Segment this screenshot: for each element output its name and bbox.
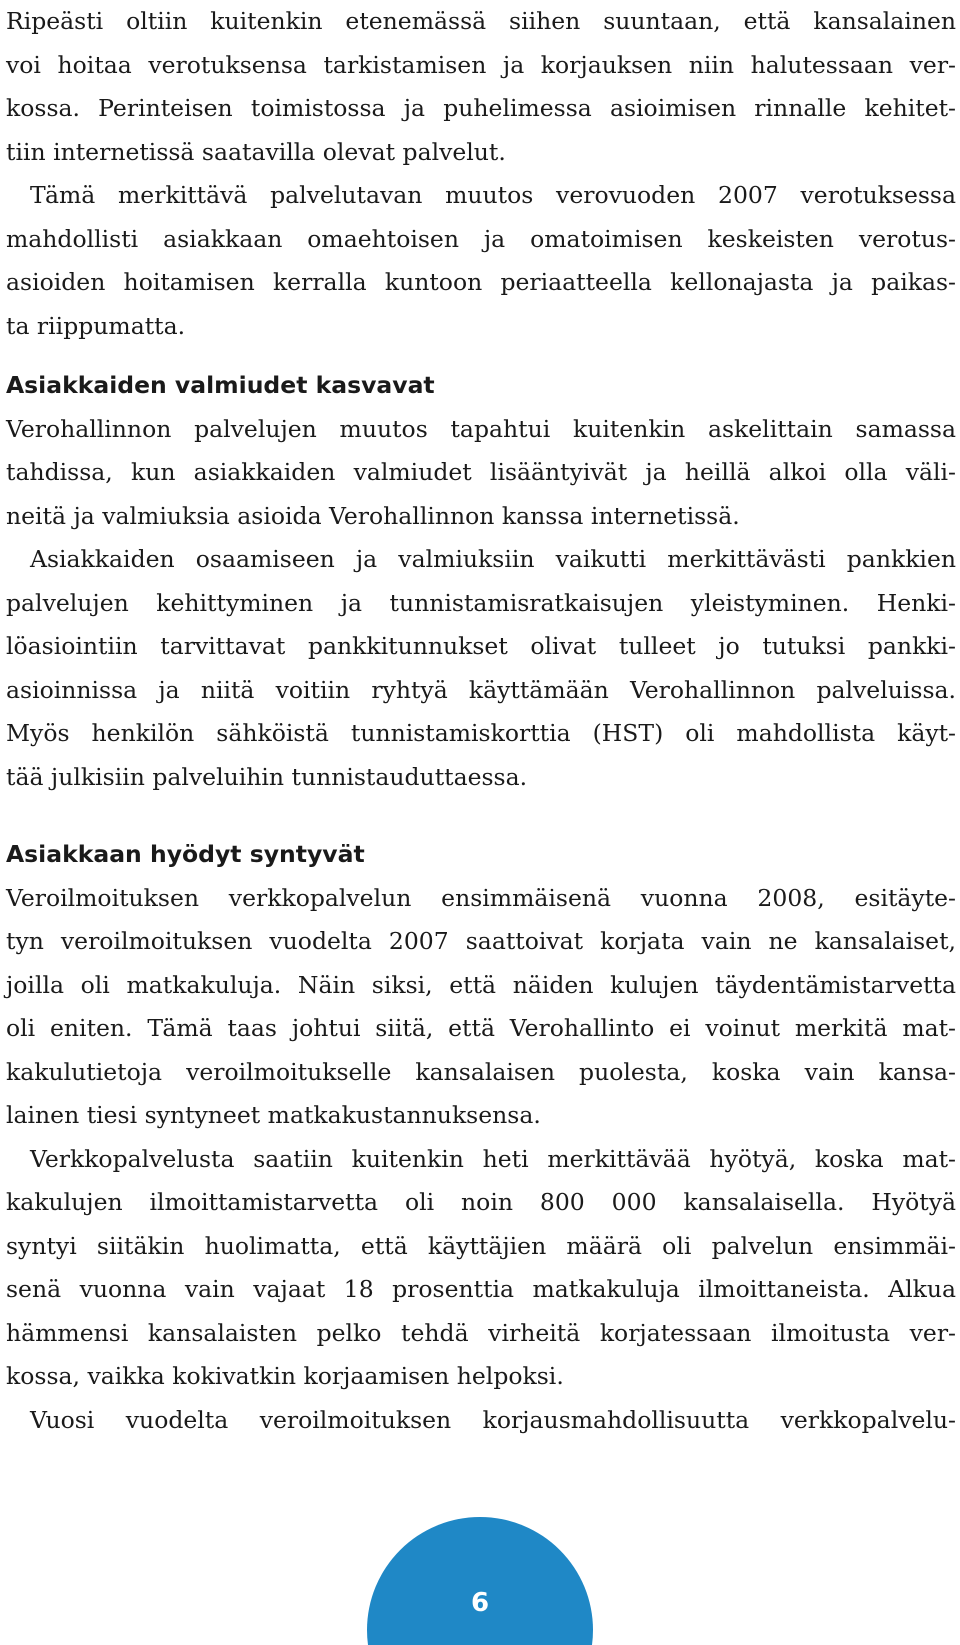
page-number: 6 xyxy=(470,1588,490,1618)
text-line: lainen tiesi syntyneet matkakustannuksensa. xyxy=(6,1101,541,1129)
text-line: kakulutietoja veroilmoitukselle kansalaisen puolesta, koska vain kansa- xyxy=(6,1057,956,1086)
text-line: voi hoitaa verotuksensa tarkistamisen ja korjauksen niin halutessaan ver- xyxy=(6,50,956,79)
text-line: Tämä merkittävä palvelutavan muutos verovuoden 2007 verotuksessa xyxy=(30,181,956,209)
page-number-badge xyxy=(367,1517,593,1645)
text-line: Vuosi vuodelta veroilmoituksen korjausmahdollisuutta verkkopalvelu- xyxy=(30,1405,956,1434)
text-line: tahdissa, kun asiakkaiden valmiudet lisääntyivät ja heillä alkoi olla väli- xyxy=(6,458,956,486)
text-line: Verkkopalvelusta saatiin kuitenkin heti merkittävää hyötyä, koska mat- xyxy=(30,1144,956,1173)
intro-paragraph-2 xyxy=(6,174,956,348)
text-line: asioiden hoitamisen kerralla kuntoon periaatteella kellonajasta ja paikas- xyxy=(6,268,956,296)
text-line: tää julkisiin palveluihin tunnistauduttaessa. xyxy=(6,762,528,791)
section-heading-hyodyt: Asiakkaan hyödyt syntyvät xyxy=(6,840,365,868)
text-line: asioinnissa ja niitä voitiin ryhtyä käyttämään Verohallinnon palveluissa. xyxy=(6,675,956,704)
text-line: kossa. Perinteisen toimistossa ja puhelimessa asioimisen rinnalle kehitet- xyxy=(6,94,956,122)
text-line: senä vuonna vain vajaat 18 prosenttia matkakuluja ilmoittaneista. Alkua xyxy=(6,1275,956,1303)
text-line: oli eniten. Tämä taas johtui siitä, että Verohallinto ei voinut merkitä mat- xyxy=(6,1014,956,1042)
spacer xyxy=(6,799,956,833)
text-line: Veroilmoituksen verkkopalvelun ensimmäisenä vuonna 2008, esitäyte- xyxy=(6,883,956,912)
section1-paragraph-2 xyxy=(6,538,956,799)
text-line: joilla oli matkakuluja. Näin siksi, että näiden kulujen täydentämistarvetta xyxy=(6,970,956,999)
section-heading-valmiudet: Asiakkaiden valmiudet kasvavat xyxy=(6,371,435,399)
text-line: Asiakkaiden osaamiseen ja valmiuksiin vaikutti merkittävästi pankkien xyxy=(30,545,956,573)
text-line: Myös henkilön sähköistä tunnistamiskorttia (HST) oli mahdollista käyt- xyxy=(6,719,956,747)
text-line: ta riippumatta. xyxy=(6,311,186,340)
text-line: syntyi siitäkin huolimatta, että käyttäjien määrä oli palvelun ensimmäi- xyxy=(6,1231,956,1260)
section2-paragraph-1 xyxy=(6,877,956,1138)
text-line: hämmensi kansalaisten pelko tehdä virheitä korjatessaan ilmoitusta ver- xyxy=(6,1318,956,1347)
section2-paragraph-3 xyxy=(6,1399,956,1443)
section2-paragraph-2 xyxy=(6,1138,956,1399)
document-body xyxy=(6,0,956,1442)
text-line: tyn veroilmoituksen vuodelta 2007 saattoivat korjata vain ne kansalaiset, xyxy=(6,927,956,955)
intro-paragraph-1 xyxy=(6,0,956,174)
section1-paragraph-1 xyxy=(6,408,956,539)
spacer xyxy=(6,348,956,364)
text-line: kossa, vaikka kokivatkin korjaamisen helpoksi. xyxy=(6,1362,564,1390)
text-line: neitä ja valmiuksia asioida Verohallinnon kanssa internetissä. xyxy=(6,501,740,530)
text-line: tiin internetissä saatavilla olevat palvelut. xyxy=(6,137,506,166)
text-line: palvelujen kehittyminen ja tunnistamisratkaisujen yleistyminen. Henki- xyxy=(6,588,956,617)
text-line: Ripeästi oltiin kuitenkin etenemässä siihen suuntaan, että kansalainen xyxy=(6,7,956,35)
text-line: löasiointiin tarvittavat pankkitunnukset olivat tulleet jo tutuksi pankki- xyxy=(6,632,956,660)
text-line: kakulujen ilmoittamistarvetta oli noin 800 000 kansalaisella. Hyötyä xyxy=(6,1188,956,1216)
text-line: Verohallinnon palvelujen muutos tapahtui kuitenkin askelittain samassa xyxy=(6,414,956,443)
text-line: mahdollisti asiakkaan omaehtoisen ja omatoimisen keskeisten verotus- xyxy=(6,224,956,253)
